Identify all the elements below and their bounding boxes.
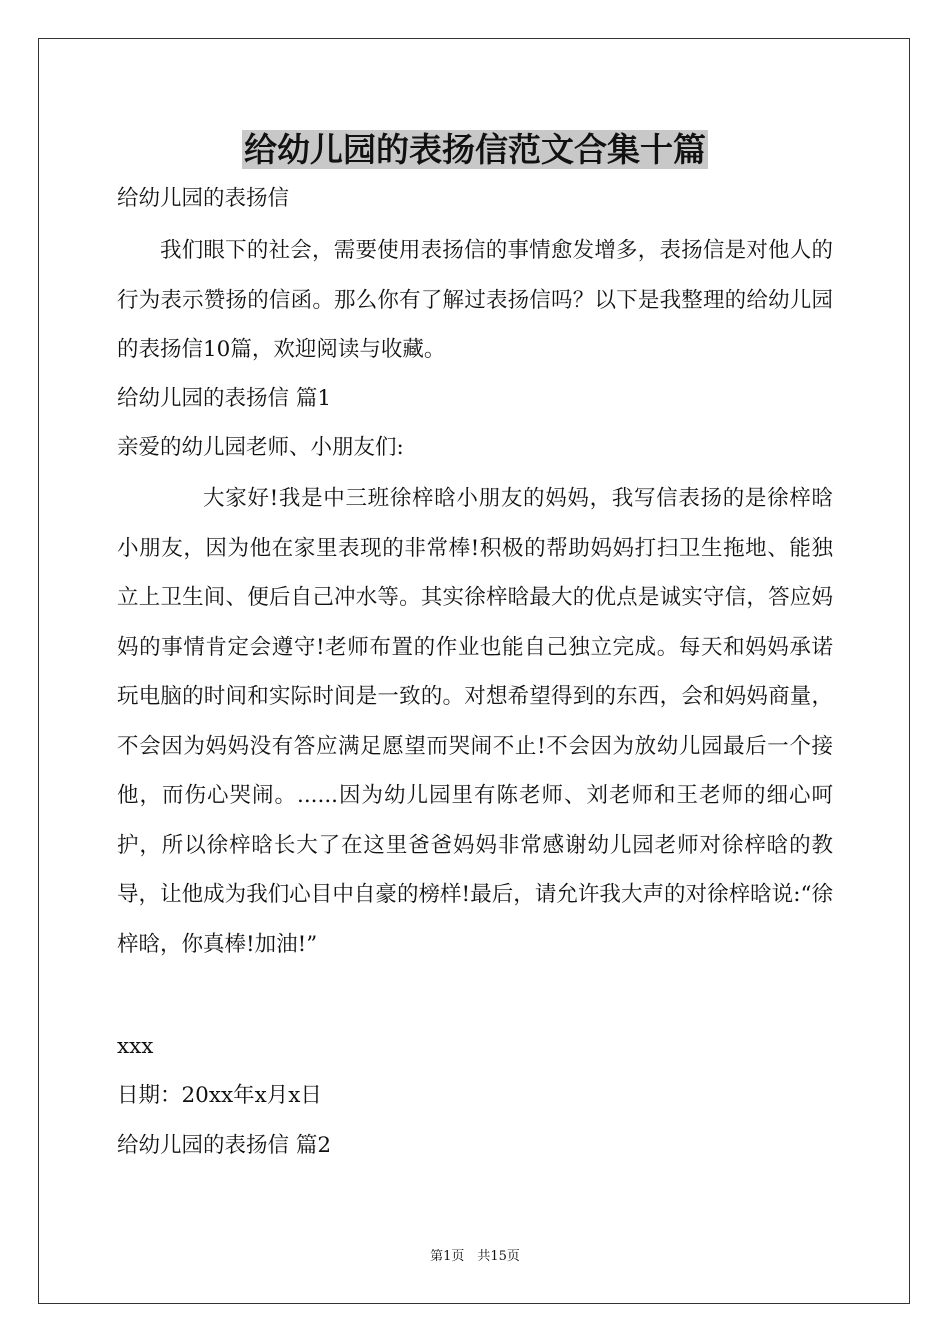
document-subtitle: 给幼儿园的表扬信 — [117, 186, 290, 211]
intro-paragraph: 我们眼下的社会，需要使用表扬信的事情愈发增多，表扬信是对他人的行为表示赞扬的信函。那么你有了解过表扬信吗？以下是我整理的给幼儿园的表扬信10篇，欢迎阅读与收藏。 — [117, 238, 833, 362]
section-heading-1: 给幼儿园的表扬信 篇1 — [117, 386, 332, 411]
letter-date: 日期：20xx年x月x日 — [117, 1083, 322, 1108]
document-title-text: 给幼儿园的表扬信范文合集十篇 — [244, 130, 706, 169]
page-footer: 第1页 共15页 — [430, 1249, 520, 1264]
signature: xxx — [117, 1034, 154, 1059]
letter-body: 大家好!我是中三班徐梓晗小朋友的妈妈，我写信表扬的是徐梓晗小朋友，因为他在家里表现的非常棒!积极的帮助妈妈打扫卫生拖地、能独立上卫生间、便后自己冲水等。其实徐梓晗最大的优点是诚实守信，答应妈妈的事情肯定会遵守!老师布置的作业也能自己独立完成。每天和妈妈承诺玩电脑的时间和实际时间是一致的。对想希望得到的东西，会和妈妈商量，不会因为妈妈没有答应满足愿望而哭闹不止!不会因为放幼儿园最后一个接他，而伤心哭闹。......因为幼儿园里有陈老师、刘老师和王老师的细心呵护，所以徐梓晗长大了在这里爸爸妈妈非常感谢幼儿园老师对徐梓晗的教导，让他成为我们心目中自豪的榜样!最后，请允许我大声的对徐梓晗说:“徐梓晗，你真棒!加油!” — [117, 486, 833, 957]
document-title — [0, 126, 950, 174]
salutation: 亲爱的幼儿园老师、小朋友们: — [117, 435, 404, 460]
section-heading-2: 给幼儿园的表扬信 篇2 — [117, 1133, 332, 1158]
